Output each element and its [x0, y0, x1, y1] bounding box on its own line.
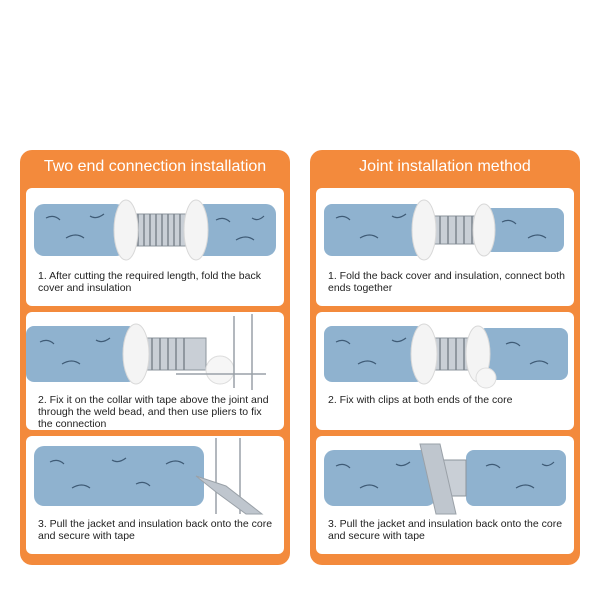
step-text: 2. Fix with clips at both ends of the core	[328, 394, 513, 406]
step-card-1	[26, 188, 284, 306]
step-card-2	[26, 312, 284, 430]
jacket-tape-illustration	[316, 436, 574, 516]
step-text: 2. Fix it on the collar with tape above the joint and through the weld bead, and then use pliers to fix the connection	[38, 394, 269, 430]
joint-installation-panel	[310, 150, 580, 565]
fold-connect-illustration	[316, 188, 574, 268]
panel-title: Joint installation method	[359, 158, 531, 175]
two-end-connection-panel	[20, 150, 290, 565]
collar-tape-illustration	[26, 312, 284, 392]
step-card-3	[26, 436, 284, 554]
duct-fold-back-illustration	[26, 188, 284, 268]
step-text: 1. After cutting the required length, fold the back cover and insulation	[38, 270, 261, 294]
step-card-3	[316, 436, 574, 554]
step-card-2	[316, 312, 574, 430]
clips-illustration	[316, 312, 574, 392]
step-card-1	[316, 188, 574, 306]
step-text: 3. Pull the jacket and insulation back onto the core and secure with tape	[38, 518, 273, 542]
step-text: 3. Pull the jacket and insulation back onto the core and secure with tape	[328, 518, 563, 542]
panel-title: Two end connection installation	[43, 158, 267, 175]
step-text: 1. Fold the back cover and insulation, connect both ends together	[328, 270, 565, 294]
jacket-tape-illustration	[26, 436, 284, 516]
